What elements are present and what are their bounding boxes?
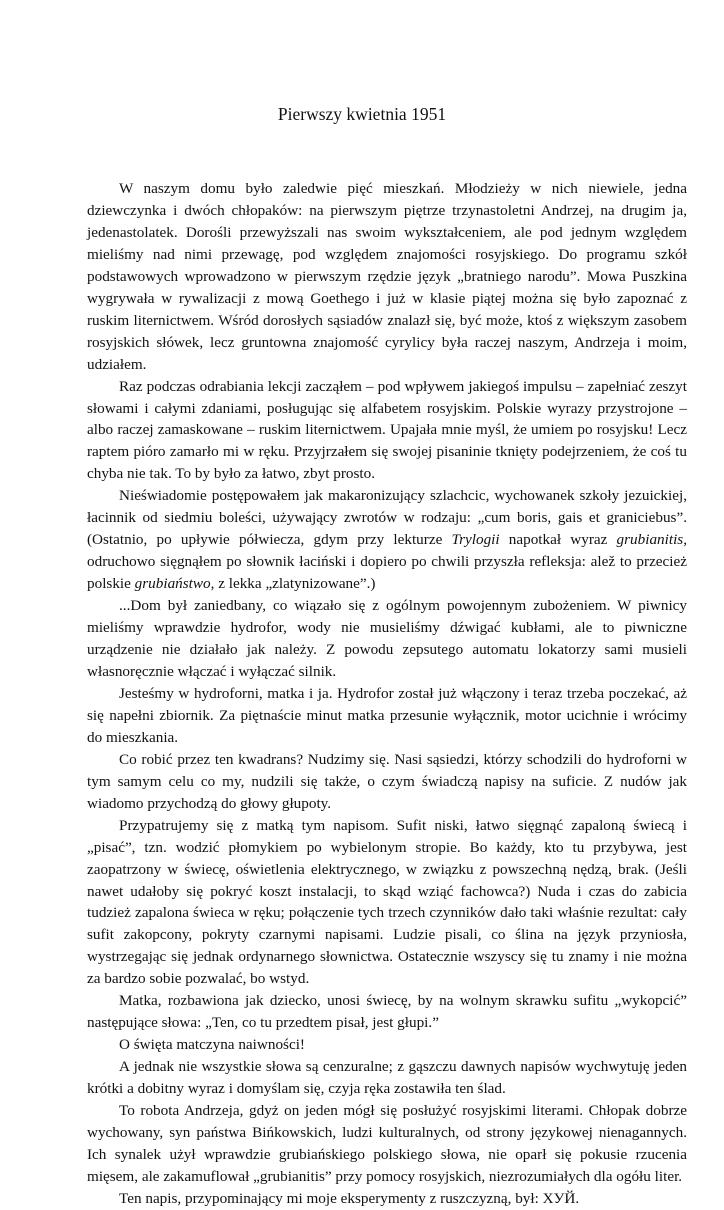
text-run: A jednak nie wszystkie słowa są cenzuralne; z gąszczu dawnych napisów wychwytuję jeden krótki a dobitny wyraz i domyślam się, czyja ręka zostawiła ten ślad. bbox=[87, 1058, 687, 1098]
text-run: Raz podczas odrabiania lekcji zacząłem – pod wpływem jakiegoś impulsu – zapełniać zeszyt słowami i całymi zdaniami, posługując się alfabetem rosyjskim. Polskie wyrazy przystrojone – albo raczej zamaskowane – ruskim liternictwem. Upajała mnie myśl, że umiem po rosyjsku! Lecz raptem pióro zamarło mi w ręku. Przyjrzałem się swojej pisaninie tknięty podejrzeniem, że coś tu chyba nie tak. To by było za łatwo, zbyt prosto. bbox=[87, 377, 687, 483]
text-run: , odruchowo sięgnąłem po słownik łaciński i dopiero po chwili przyszła refleksja: alež to przecież polskie bbox=[87, 531, 687, 593]
document-body bbox=[87, 178, 687, 1210]
paragraph bbox=[87, 749, 687, 815]
text-run: Przypatrujemy się z matką tym napisom. Sufit niski, łatwo sięgnąć zapaloną świecą i „pisać”, tzn. wodzić płomykiem po wybielonym stropie. Bo każdy, kto tu przybywa, jest zaopatrzony w świecę, oświetlenia elektrycznego, w związku z powszechną nędzą, brak. (Jeśli nawet udałoby się pokryć koszt instalacji, to skąd wziąć fachowca?) Nuda i czas do zabicia tudzież zapalona świeca w ręku; połączenie tych trzech czynników dało taki właśnie rezultat: cały sufit zakopcony, pokryty czarnymi napisami. Ludzie pisali, co ślina na język przyniosła, wystrzegając się jednak ordynarnego słownictwa. Ostatecznie wszyscy się tu znamy i nie można za bardzo sobie pozwalać, bo wstyd. bbox=[87, 816, 687, 988]
paragraph bbox=[87, 1188, 687, 1210]
text-run: ...Dom był zaniedbany, co wiązało się z ogólnym powojennym zubożeniem. W piwnicy mieliśmy wprawdzie hydrofor, wody nie musieliśmy dźwigać kubłami, ale to piwniczne urządzenie nie działało jak należy. Z powodu zepsutego automatu lokatorzy sami musieli własnoręcznie włączać i wyłączać silnik. bbox=[87, 597, 687, 680]
paragraph bbox=[87, 376, 687, 486]
text-run: napotkał wyraz bbox=[499, 531, 617, 549]
text-run: O święta matczyna naiwności! bbox=[119, 1036, 305, 1054]
text-run: W naszym domu było zaledwie pięć mieszkań. Młodzieży w nich niewiele, jedna dziewczynka i dwóch chłopaków: na pierwszym piętrze trzynastoletni Andrzej, na drugim ja, jedenastolatek. Dorośli przewyższali nas swoim wykształceniem, ale pod jednym względem mieliśmy nad nimi przewagę, pod względem znajomości rosyjskiego. Do programu szkół podstawowych wprowadzono w pierwszym rzędzie język „bratniego narodu”. Mowa Puszkina wygrywała w rywalizacji z mową Goethego i już w klasie piątej można się było zapoznać z ruskim liternictwem. Wśród dorosłych sąsiadów znalazł się, być może, ktoś z większym zasobem rosyjskich słówek, lecz gruntowna znajomość cyrylicy była raczej naszym, Andrzeja i moim, udziałem. bbox=[87, 180, 687, 373]
paragraph bbox=[87, 595, 687, 683]
text-run: Nieświadomie postępowałem jak makaronizujący szlachcic, wychowanek szkoły jezuickiej, łacinnik od siedmiu boleści, używający zwrotów w rodzaju: „cum boris, gais et graniciebus”. (Ostatnio, po upływie półwiecza, gdym przy lekturze bbox=[87, 487, 687, 549]
text-run: Matka, rozbawiona jak dziecko, unosi świecę, by na wolnym skrawku sufitu „wykopcić” następujące słowa: „Ten, co tu przedtem pisał, jest głupi.” bbox=[87, 992, 687, 1032]
text-run: Co robić przez ten kwadrans? Nudzimy się. Nasi sąsiedzi, którzy schodzili do hydroforni w tym samym celu co my, nudzili się także, o czym świadczą napisy na suficie. Z nudów jak wiadomo przychodzą do głowy głupoty. bbox=[87, 750, 687, 812]
text-run: To robota Andrzeja, gdyż on jeden mógł się posłużyć rosyjskimi literami. Chłopak dobrze wychowany, syn państwa Bińkowskich, ludzi kulturalnych, od strony językowej nienagannych. Ich synalek użył wprawdzie grubiańskiego polskiego słowa, nie oparł się pokusie rzucenia mięsem, ale zakamuflował „grubianitis” przy pomocy rosyjskich, niezrozumiałych dla ogółu liter. bbox=[87, 1102, 687, 1185]
text-run: , z lekka „zlatynizowane”.) bbox=[210, 575, 376, 593]
paragraph bbox=[87, 1100, 687, 1188]
paragraph bbox=[87, 990, 687, 1034]
page-title: Pierwszy kwietnia 1951 bbox=[277, 104, 447, 124]
paragraph bbox=[87, 178, 687, 376]
paragraph bbox=[87, 1056, 687, 1100]
text-run: Ten napis, przypominający mi moje eksperymenty z ruszczyzną, był: ХУЙ. bbox=[119, 1189, 580, 1207]
italic-text: grubiaństwo bbox=[134, 575, 211, 593]
text-run: Jesteśmy w hydroforni, matka i ja. Hydrofor został już włączony i teraz trzeba poczekać, aż się napełni zbiornik. Za piętnaście minut matka przesunie wyłącznik, motor ucichnie i wrócimy do mieszkania. bbox=[87, 684, 687, 746]
paragraph bbox=[87, 683, 687, 749]
paragraph bbox=[87, 1034, 687, 1056]
paragraph bbox=[87, 485, 687, 595]
paragraph bbox=[87, 815, 687, 991]
italic-text: Trylogii bbox=[451, 531, 500, 549]
italic-text: grubianitis bbox=[616, 531, 684, 549]
